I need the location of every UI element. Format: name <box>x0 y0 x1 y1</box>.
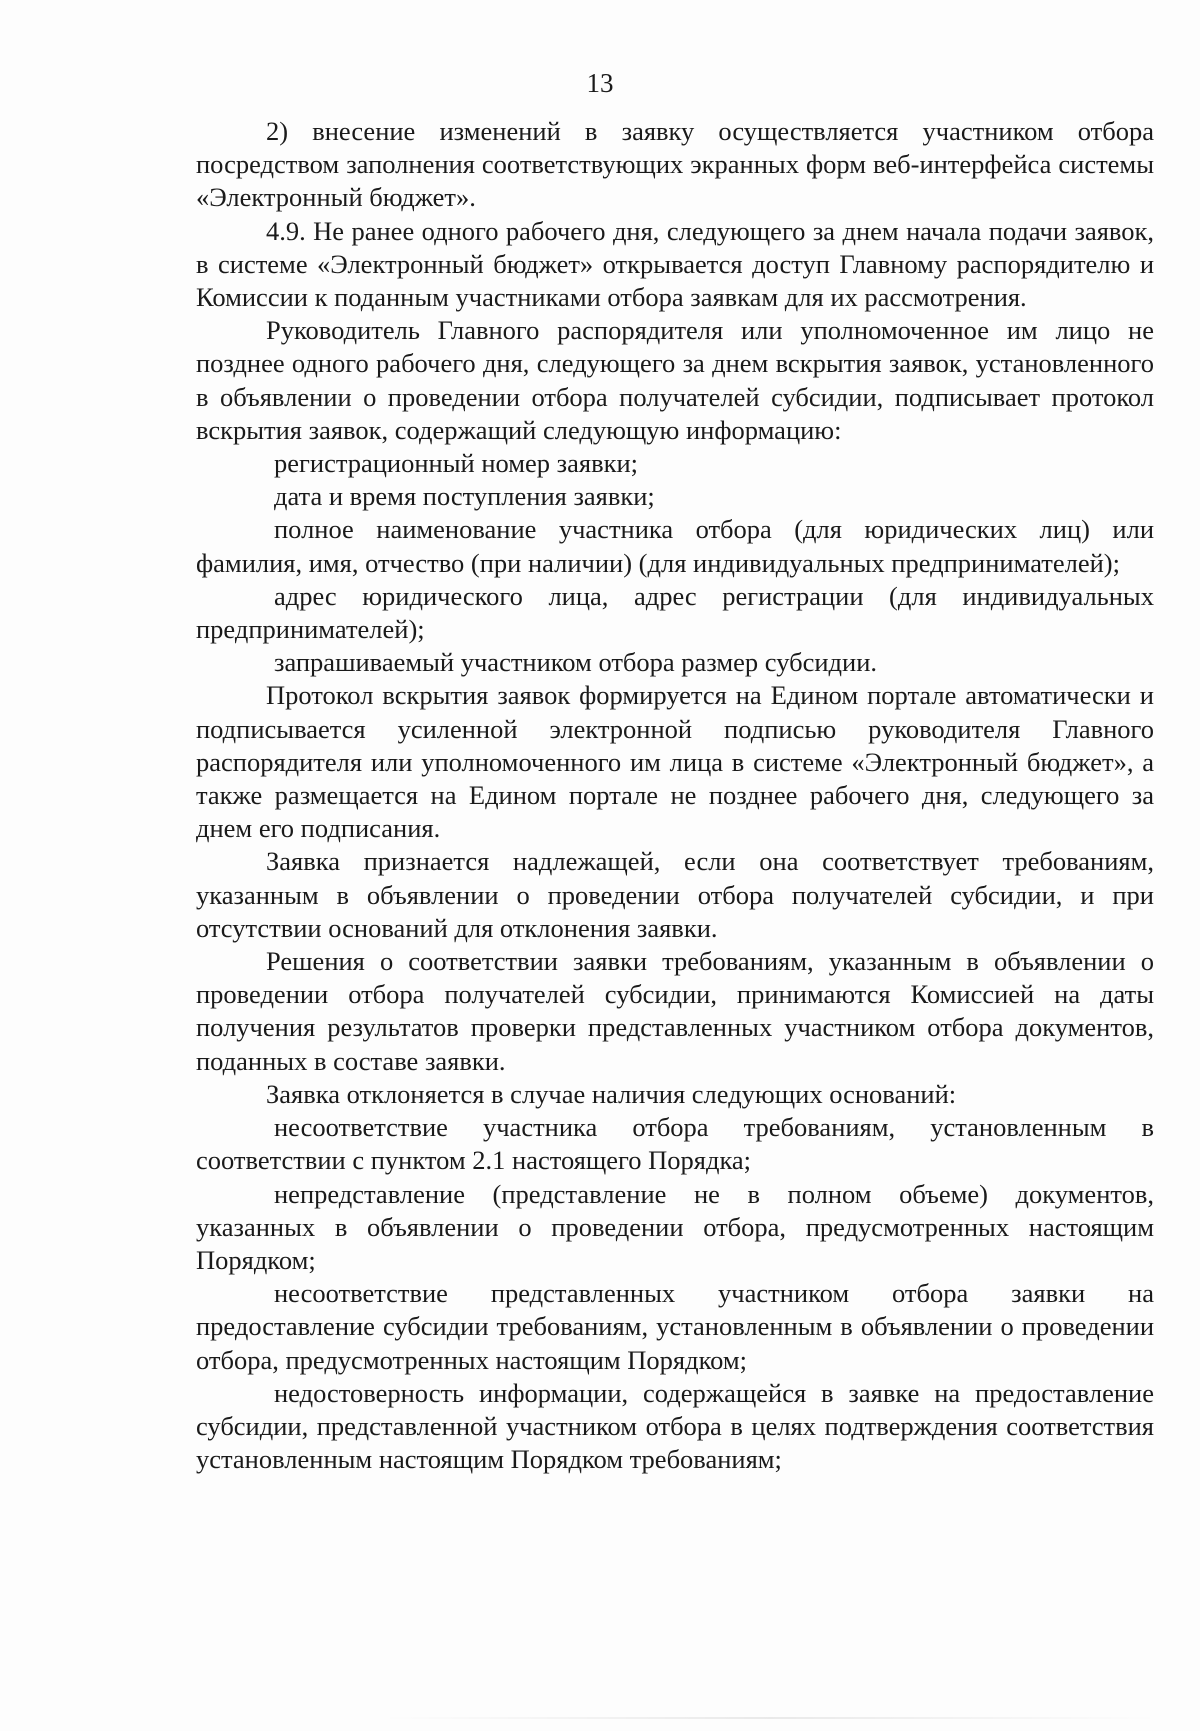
page-number: 13 <box>586 68 614 98</box>
paragraph-commission-decisions: Решения о соответствии заявки требованиям, указанным в объявлении о проведении отбора получателей субсидии, принимаются Комиссией на даты получения результатов проверки представленных участником отбора документов, поданных в составе заявки. <box>196 946 1154 1076</box>
document-body <box>196 115 1154 1476</box>
list-item-participant-name: полное наименование участника отбора (для юридических лиц) или фамилия, имя, отчество (при наличии) (для индивидуальных предпринимателей); <box>196 514 1154 578</box>
list-item-ground-noncompliance: несоответствие участника отбора требованиям, установленным в соответствии с пунктом 2.1 настоящего Порядка; <box>196 1112 1154 1176</box>
list-item-ground-false-information: недостоверность информации, содержащейся в заявке на предоставление субсидии, представленной участником отбора в целях подтверждения соответствия установленным настоящим Порядком требованиям; <box>196 1377 1154 1475</box>
list-item-receipt-datetime: дата и время поступления заявки; <box>274 481 655 512</box>
scan-edge-artifact <box>380 1717 1160 1719</box>
paragraph-protocol-formation: Протокол вскрытия заявок формируется на Едином портале автоматически и подписывается усиленной электронной подписью руководителя Главного распорядителя или уполномоченного им лица в системе «Электронный бюджет», а также размещается на Едином портале не позднее рабочего дня, следующего за днем его подписания. <box>196 680 1154 844</box>
list-item-address: адрес юридического лица, адрес регистрации (для индивидуальных предпринимателей); <box>196 580 1154 645</box>
paragraph-4-9-access: 4.9. Не ранее одного рабочего дня, следующего за днем начала подачи заявок, в системе «Электронный бюджет» открывается доступ Главному распорядителю и Комиссии к поданным участниками отбора заявкам для их рассмотрения. <box>196 215 1154 313</box>
list-item-requested-amount: запрашиваемый участником отбора размер субсидии. <box>274 647 878 678</box>
paragraph-rejection-grounds: Заявка отклоняется в случае наличия следующих оснований: <box>266 1078 957 1109</box>
list-item-registration-number: регистрационный номер заявки; <box>274 448 639 479</box>
paragraph-application-proper: Заявка признается надлежащей, если она соответствует требованиям, указанным в объявлении о проведении отбора получателей субсидии, и при отсутствии оснований для отклонения заявки. <box>196 846 1154 943</box>
paragraph-protocol-signing: Руководитель Главного распорядителя или уполномоченное им лицо не позднее одного рабочего дня, следующего за днем вскрытия заявок, установленного в объявлении о проведении отбора получателей субсидии, подписывает протокол вскрытия заявок, содержащий следующую информацию: <box>196 315 1154 445</box>
list-item-ground-requirements-mismatch: несоответствие представленных участником отбора заявки на предоставление субсидии требованиям, установленным в объявлении о проведении отбора, предусмотренных настоящим Порядком; <box>196 1278 1154 1375</box>
paragraph-amendment-procedure: 2) внесение изменений в заявку осуществляется участником отбора посредством заполнения соответствующих экранных форм веб-интерфейса системы «Электронный бюджет». <box>196 116 1154 213</box>
list-item-ground-missing-documents: непредставление (представление не в полном объеме) документов, указанных в объявлении о проведении отбора, предусмотренных настоящим Порядком; <box>196 1178 1154 1275</box>
